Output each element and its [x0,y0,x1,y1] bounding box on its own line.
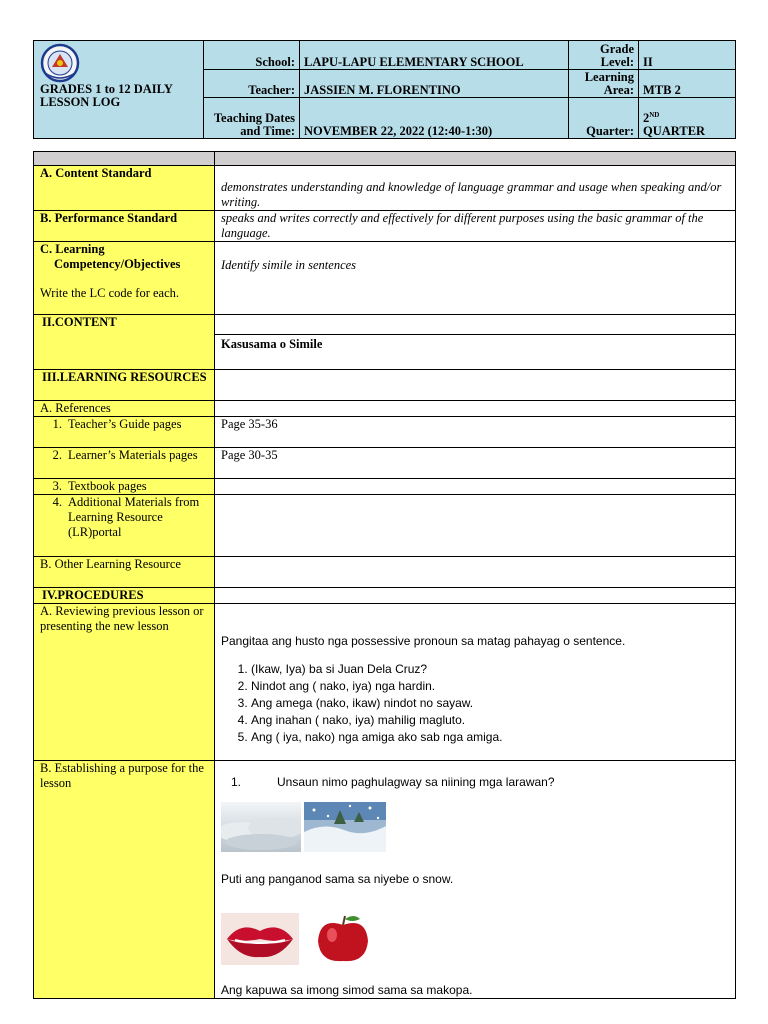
form-title: GRADES 1 to 12 DAILY LESSON LOG [40,82,173,109]
competency-label-line2: Competency/Objectives [54,257,181,271]
competency-row [34,242,736,315]
performance-standard-label: B. Performance Standard [34,211,215,242]
grade-level-label: Grade Level: [569,41,639,70]
references-blank [215,401,736,417]
grade-level-value: II [639,41,736,70]
content-row-top [34,315,736,335]
competency-label-cell [34,242,215,315]
competency-label-line1: C. Learning [40,242,105,256]
content-spacer [215,315,736,335]
resource-row [34,448,736,479]
content-standard-label: A. Content Standard [34,166,215,211]
teaching-dates-value: NOVEMBER 22, 2022 (12:40-1:30) [300,98,569,139]
list-item: 1. (Ikaw, Iya) ba si Juan Dela Cruz? [251,661,729,678]
other-resource-label: B. Other Learning Resource [34,557,215,588]
performance-standard-row [34,211,736,242]
teacher-value: JASSIEN M. FLORENTINO [300,70,569,98]
header-table [33,40,736,139]
resource-item-4 [34,495,215,557]
purpose-label: B. Establishing a purpose for the lesson [34,761,215,999]
performance-standard-text: speaks and writes correctly and effectively for different purposes using the basic grammar of the language. [215,211,736,242]
learning-resources-label: III.LEARNING RESOURCES [34,370,215,401]
snow-image [304,802,386,852]
list-item: 3. Ang amega (nako, ikaw) nindot no sayaw. [251,695,729,712]
content-label: II.CONTENT [34,315,215,370]
review-instruction: Pangitaa ang husto nga possessive pronoun sa matag pahayag o sentence. [221,634,626,648]
references-row [34,401,736,417]
review-label: A. Reviewing previous lesson or presenting the new lesson [34,604,215,761]
competency-note: Write the LC code for each. [40,286,180,300]
resource-label: Learner’s Materials pages [68,448,198,462]
purpose-cell [215,761,736,999]
learning-area-label: Learning Area: [569,70,639,98]
teaching-dates-label: Teaching Dates and Time: [204,98,300,139]
review-cell [215,604,736,761]
references-label: A. References [34,401,215,417]
purpose-question: Unsaun nimo paghulagway sa niining mga larawan? [277,775,555,789]
resource-item-2 [34,448,215,479]
list-item: 5. Ang ( iya, nako) nga amiga ako sab nga amiga. [251,729,729,746]
content-text: Kasusama o Simile [215,335,736,370]
header-title-cell [34,41,204,139]
lips-apple-images [221,913,729,965]
resource-value [215,495,736,557]
resource-row [34,495,736,557]
learning-resources-row [34,370,736,401]
content-standard-text: demonstrates understanding and knowledge of language grammar and usage when speaking and/or writing. [215,166,736,211]
procedures-blank [215,588,736,604]
resource-num: 4. [52,495,62,509]
resource-item-1 [34,417,215,448]
resource-label: Teacher’s Guide pages [68,417,182,431]
content-standard-row [34,166,736,211]
list-item: 2. Nindot ang ( nako, iya) nga hardin. [251,678,729,695]
resource-item-3 [34,479,215,495]
quarter-value [639,98,736,139]
review-list [221,661,729,746]
quarter-number: 2 [643,111,650,125]
resource-value [215,479,736,495]
deped-seal-icon [37,43,83,83]
quarter-label: Quarter: [569,98,639,139]
learning-area-value: MTB 2 [639,70,736,98]
purpose-question-num: 1. [231,775,242,789]
apple-image [302,913,384,965]
resource-label: Additional Materials from Learning Resource (LR)portal [68,495,200,539]
resource-value: Page 35-36 [215,417,736,448]
quarter-suffix: ND [649,110,660,119]
purpose-question-line [221,775,729,790]
other-resource-blank [215,557,736,588]
resource-value: Page 30-35 [215,448,736,479]
purpose-row [34,761,736,999]
competency-text: Identify simile in sentences [215,242,736,315]
teacher-label: Teacher: [204,70,300,98]
cloud-snow-images [221,802,729,852]
resource-row [34,479,736,495]
clouds-image [221,802,301,852]
school-value: LAPU-LAPU ELEMENTARY SCHOOL [300,41,569,70]
other-resource-row [34,557,736,588]
purpose-sentence-1: Puti ang panganod sama sa niyebe o snow. [221,872,454,886]
lips-image [221,913,299,965]
resource-num: 1. [52,417,62,431]
resource-label: Textbook pages [68,479,147,493]
procedures-row [34,588,736,604]
quarter-word: QUARTER [643,124,706,138]
table-header-row [34,152,736,166]
lesson-log-table [33,151,736,999]
procedures-label: IV.PROCEDURES [34,588,215,604]
review-row [34,604,736,761]
list-item: 4. Ang inahan ( nako, iya) mahilig magluto. [251,712,729,729]
purpose-sentence-2: Ang kapuwa sa imong simod sama sa makopa. [221,983,473,997]
school-label: School: [204,41,300,70]
resource-row [34,417,736,448]
resource-num: 2. [52,448,62,462]
resource-num: 3. [52,479,62,493]
learning-resources-blank [215,370,736,401]
